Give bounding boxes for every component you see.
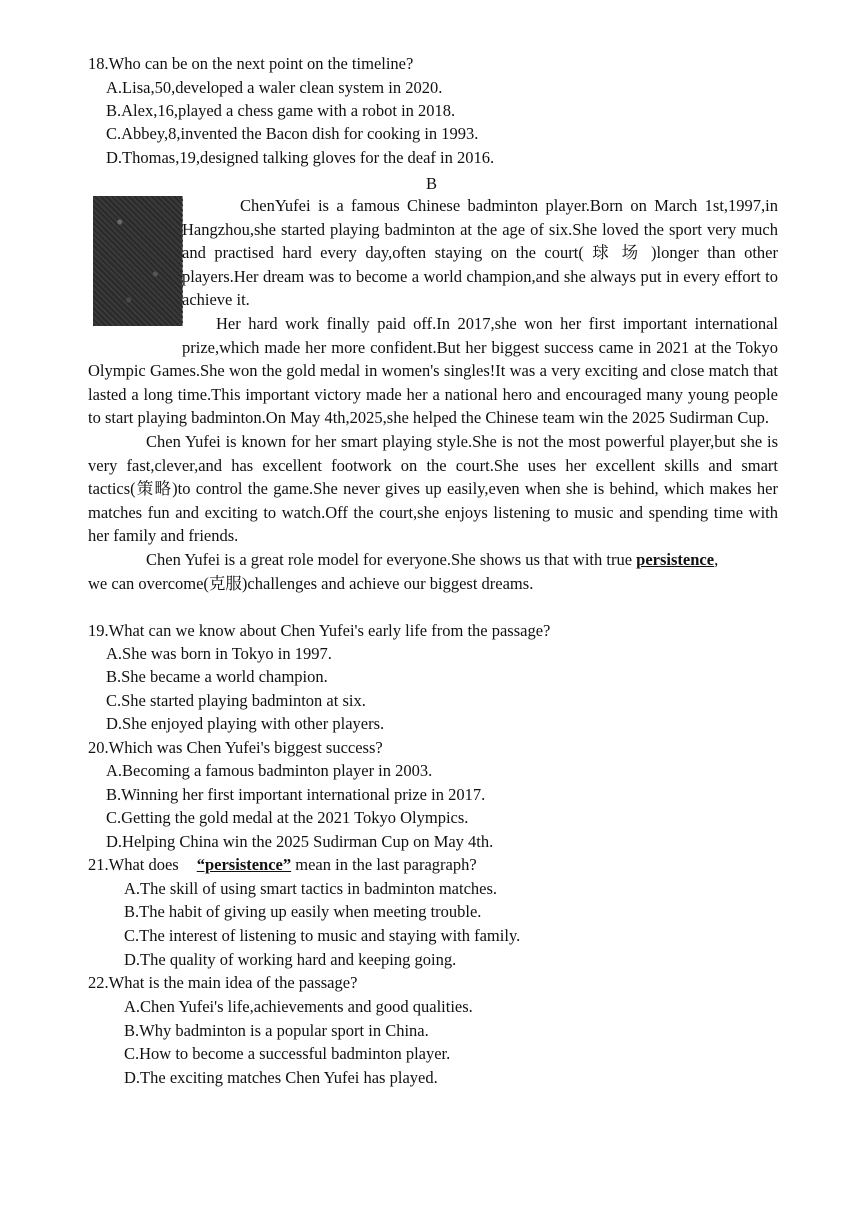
q18-option-c: C.Abbey,8,invented the Bacon dish for cooking in 1993. [106, 124, 479, 143]
q19-option-d: D.She enjoyed playing with other players. [106, 714, 385, 733]
q18-option-a: A.Lisa,50,developed a waler clean system in 2020. [106, 78, 443, 97]
q18-option-b: B.Alex,16,played a chess game with a robot in 2018. [106, 101, 456, 120]
section-heading: B [426, 174, 438, 193]
q21-option-d: D.The quality of working hard and keeping going. [124, 950, 457, 969]
q21-option-b: B.The habit of giving up easily when meeting trouble. [124, 902, 482, 921]
passage-paragraph-4-text: Chen Yufei is a great role model for everyone.She shows us that with true [146, 549, 633, 569]
q22-option-c: C.How to become a successful badminton player. [124, 1044, 451, 1063]
passage-paragraph-4-line-2: we can overcome(克服)challenges and achieve our biggest dreams. [88, 573, 534, 593]
passage-paragraph-2: Her hard work finally paid off.In 2017,she won her first important international prize,which made her more confident.But her biggest success came in 2021 at the Tokyo Olympic Games.She won the gold medal in women's singles!It was a very exciting and close match that lasted a long time.This important victory made her a national hero and encouraged many young people to start playing badminton.On May 4th,2025,she helped the Chinese team win the 2025 Sudirman Cup. [88, 313, 778, 428]
q20-option-a: A.Becoming a famous badminton player in 2003. [106, 761, 433, 780]
q21-option-c: C.The interest of listening to music and staying with family. [124, 926, 521, 945]
q19-option-a: A.She was born in Tokyo in 1997. [106, 644, 332, 663]
passage-comma: , [714, 549, 719, 569]
persistence-keyword: persistence [636, 549, 715, 569]
q21-keyword: “persistence” [196, 855, 292, 874]
q19-stem: 19.What can we know about Chen Yufei's early life from the passage? [88, 621, 551, 640]
passage-body [88, 194, 778, 595]
q21-stem-end: mean in the last paragraph? [295, 855, 477, 874]
q20-option-c: C.Getting the gold medal at the 2021 Tokyo Olympics. [106, 808, 469, 827]
q20-stem: 20.Which was Chen Yufei's biggest success? [88, 738, 383, 757]
q21-stem-start: 21.What does [88, 855, 179, 874]
q20-option-b: B.Winning her first important international prize in 2017. [106, 785, 486, 804]
q18-stem: 18.Who can be on the next point on the timeline? [88, 54, 414, 73]
q21-stem [88, 853, 477, 877]
passage-paragraph-1: ChenYufei is a famous Chinese badminton player.Born on March 1st,1997,in Hangzhou,she started playing badminton at the age of six.She loved the sport very much and practised hard every day,often staying on the court( 球 场 )longer than other players.Her dream was to become a world champion,and she always put in every effort to achieve it. [182, 196, 778, 310]
q21-option-a: A.The skill of using smart tactics in badminton matches. [124, 879, 498, 898]
q22-option-a: A.Chen Yufei's life,achievements and good qualities. [124, 997, 473, 1016]
q22-option-d: D.The exciting matches Chen Yufei has played. [124, 1068, 438, 1087]
q22-stem: 22.What is the main idea of the passage? [88, 973, 358, 992]
passage-paragraph-3: Chen Yufei is known for her smart playing style.She is not the most powerful player,but she is very fast,clever,and has excellent footwork on the court.She uses her excellent skills and smart tactics(策略)to control the game.She never gives up easily,even when she is behind, which makes her matches fun and exciting to watch.Off the court,she enjoys listening to music and spending time with her family and friends. [88, 431, 778, 546]
q22-option-b: B.Why badminton is a popular sport in China. [124, 1021, 429, 1040]
passage-paragraph-4 [146, 550, 718, 569]
q19-option-c: C.She started playing badminton at six. [106, 691, 366, 710]
q19-option-b: B.She became a world champion. [106, 667, 328, 686]
q18-option-d: D.Thomas,19,designed talking gloves for the deaf in 2016. [106, 148, 495, 167]
q20-option-d: D.Helping China win the 2025 Sudirman Cup on May 4th. [106, 832, 494, 851]
